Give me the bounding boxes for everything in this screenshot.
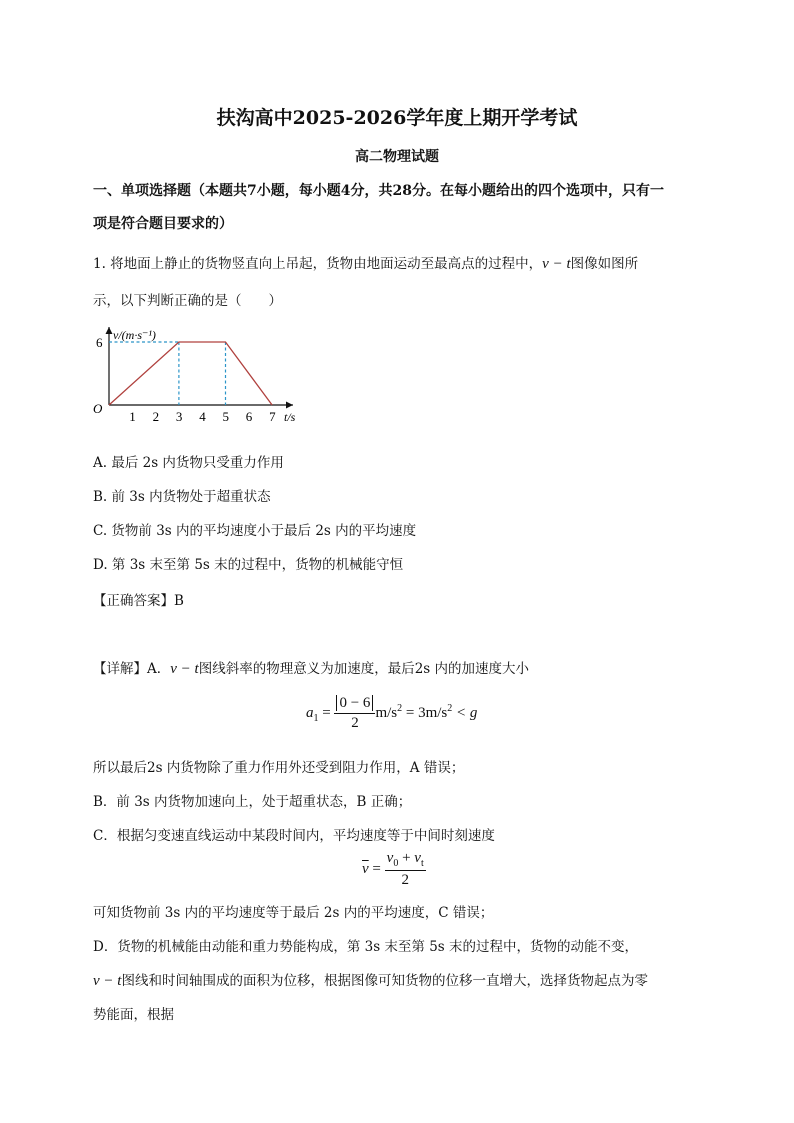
explanation-c: C．根据匀变速直线运动中某段时间内，平均速度等于中间时刻速度 bbox=[93, 828, 495, 844]
y-tick-6: 6 bbox=[96, 335, 103, 350]
section-heading-line2: 项是符合题目要求的） bbox=[93, 216, 233, 232]
y-axis-label: v/(m·s⁻¹) bbox=[113, 328, 156, 342]
explanation-d: D．货物的机械能由动能和重力势能构成，第 3s 末至第 5s 末的过程中，货物的动能不变， bbox=[93, 939, 639, 955]
x-tick-3: 3 bbox=[175, 409, 183, 424]
question-stem-line1 bbox=[93, 252, 638, 273]
vt-chart bbox=[88, 322, 318, 424]
origin-label: O bbox=[93, 401, 103, 416]
x-tick-5: 5 bbox=[222, 409, 229, 424]
question-stem-math: v − t bbox=[542, 256, 571, 272]
exam-subtitle: 高二物理试题 bbox=[355, 149, 439, 165]
x-tick-6: 6 bbox=[245, 409, 253, 424]
explanation-lead-rest: 图线斜率的物理意义为加速度，最后2s 内的加速度大小 bbox=[198, 661, 530, 677]
x-tick-7: 7 bbox=[269, 409, 276, 424]
explanation-lead bbox=[93, 657, 529, 678]
explanation-lead-prefix: 【详解】A． bbox=[93, 661, 171, 677]
option-d: D. 第 3s 末至第 5s 末的过程中，货物的机械能守恒 bbox=[93, 557, 404, 573]
x-tick-1: 1 bbox=[129, 409, 136, 424]
question-stem-line2: 示，以下判断正确的是（ ） bbox=[93, 293, 282, 309]
x-tick-2: 2 bbox=[152, 409, 160, 424]
option-a: A. 最后 2s 内货物只受重力作用 bbox=[93, 455, 284, 471]
explanation-d3: 势能面，根据 bbox=[93, 1007, 174, 1023]
formula-acceleration: $a_1$ = $\frac{0 - 6}{2}$ $m/s^2 = 3m/s^2 < g$ bbox=[306, 695, 478, 731]
option-c: C. 货物前 3s 内的平均速度小于最后 2s 内的平均速度 bbox=[93, 523, 417, 539]
section-heading-line1: 一、单项选择题（本题共7小题，每小题4分，共28分。在每小题给出的四个选项中，只有一 bbox=[93, 183, 664, 199]
y-tick-labels bbox=[96, 335, 103, 350]
explanation-d2-text: 图线和时间轴围成的面积为位移，根据图像可知货物的位移一直增大，选择货物起点为零 bbox=[121, 973, 648, 989]
option-b: B. 前 3s 内货物处于超重状态 bbox=[93, 489, 271, 505]
x-tick-4: 4 bbox=[199, 409, 206, 424]
answer-line: 【正确答案】B bbox=[93, 593, 184, 609]
x-axis-label: t/s bbox=[284, 410, 296, 424]
explanation-d2 bbox=[93, 969, 648, 990]
explanation-d2-math: v − t bbox=[93, 973, 122, 989]
formula-average-velocity: $\overline{v}$ = $\frac{v_0 + v_t}{2}$ bbox=[362, 850, 424, 888]
exam-title: 扶沟高中2025-2026学年度上期开学考试 bbox=[216, 107, 578, 129]
explanation-a: 所以最后2s 内货物除了重力作用外还受到阻力作用，A 错误； bbox=[93, 760, 465, 776]
x-tick-labels bbox=[129, 409, 276, 424]
velocity-series-line bbox=[109, 342, 272, 405]
explanation-b: B．前 3s 内货物加速向上，处于超重状态，B 正确； bbox=[93, 794, 412, 810]
explanation-c2: 可知货物前 3s 内的平均速度等于最后 2s 内的平均速度，C 错误； bbox=[93, 905, 494, 921]
question-stem-part1: 1. 将地面上静止的货物竖直向上吊起，货物由地面运动至最高点的过程中， bbox=[93, 256, 543, 272]
explanation-lead-math: v − t bbox=[170, 661, 199, 677]
question-stem-part2: 图像如图所 bbox=[570, 256, 639, 272]
dashed-guides bbox=[109, 342, 226, 405]
